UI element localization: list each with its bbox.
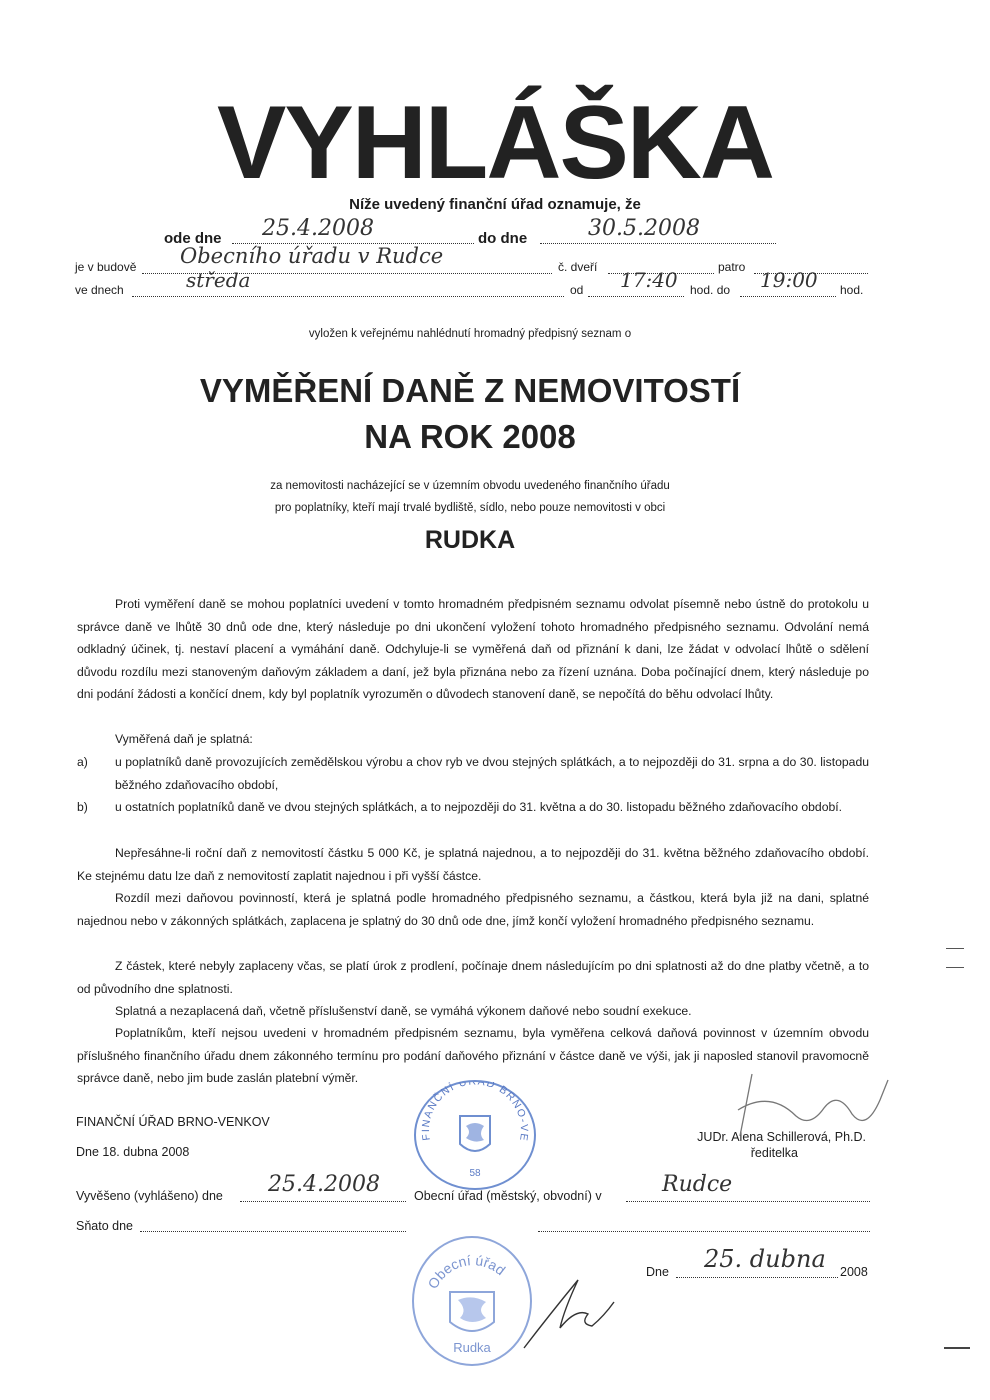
mayor-signature	[520, 1262, 630, 1350]
financial-office-stamp-graphic	[416, 1082, 534, 1188]
municipal-office-stamp-graphic	[414, 1238, 530, 1364]
scope-line-1: za nemovitosti nacházející se v územním obvodu uvedeného finančního úřadu	[270, 480, 670, 492]
subtitle: vyložen k veřejnému nahlédnutí hromadný předpisný seznam o	[308, 328, 632, 340]
dne-year: 2008	[840, 1265, 868, 1279]
municipal-office-dots	[626, 1201, 870, 1202]
removed-dots	[140, 1231, 406, 1232]
to-dots	[540, 243, 776, 244]
posted-date-handwritten: 25.4.2008	[268, 1172, 380, 1197]
municipal-office-stamp-text: Obecní úřad	[424, 1252, 509, 1292]
financial-office-stamp-number: 58	[469, 1168, 481, 1179]
scope-line-2: pro poplatníky, kteří mají trvalé bydliště, sídlo, nebo pouze nemovitosti v obci	[274, 502, 666, 514]
building-handwritten: Obecního úřadu v Rudce	[180, 244, 444, 268]
paragraph-appeal: Proti vyměření daně se mohou poplatníci uvedení v tomto hromadném předpisném seznamu odvolat písemně nebo ústně do protokolu u správce daně ve lhůtě 30 dnů ode dne, který následuje po dni ukončení vyložení tohoto hromadného předpisného seznamu. Odvolání nemá odkladný účinek, tj. nestaví placení a vymáhání daně. Odchyluje-li se vyměřená daň od přiznání k dani, lze žádat v odvolací lhůtě o sdělení důvodu rozdílu mezi stanoveným daňovým základem a daní, jež byla přiznána nebo za řízení uznána. Doba počínající dnem, který následuje po dni podání žádosti a končící dnem, kdy byl poplatník vyrozuměn o důvodech stanovení daně, se nepočítá do běhu odvolací lhůty.	[77, 597, 869, 701]
signer-name: JUDr. Alena Schillerová, Ph.D.	[697, 1130, 866, 1144]
issue-date: Dne 18. dubna 2008	[76, 1145, 190, 1159]
removed-dots-right	[538, 1231, 870, 1232]
financial-office-stamp-text: FINANČNÍ Ú D BRNO-VE	[419, 1082, 531, 1143]
municipal-office-handwritten: Rudce	[662, 1172, 733, 1197]
page-title: VYHLÁŠKA	[216, 85, 774, 201]
time-end-label: hod.	[840, 283, 864, 297]
office-name: FINANČNÍ ÚŘAD BRNO-VENKOV	[76, 1115, 270, 1129]
svg-text:Obecní úřad	[424, 1252, 508, 1291]
paragraph-interest: Z částek, které nebyly zaplaceny včas, se platí úrok z prodlení, počínaje dnem následujícím po dni splatnosti až do dne platby včetně, a to od původního dne splatnosti.	[77, 959, 869, 996]
time-from-dots	[588, 296, 684, 297]
paragraph-enforcement: Splatná a nezaplacená daň, včetně příslušenství daně, se vymáhá výkonem daňové nebo soudní exekuce.	[115, 1004, 692, 1018]
time-from-label: od	[570, 283, 584, 297]
financial-office-stamp	[414, 1080, 536, 1190]
from-date-handwritten: 25.4.2008	[262, 216, 374, 241]
scan-mark-top	[946, 948, 964, 968]
municipal-office-label: Obecní úřad (městský, obvodní) v	[414, 1189, 602, 1203]
list-text-b: u ostatních poplatníků daně ve dvou stejných splátkách, a to nejpozději do 31. května a do 30. listopadu běžného zdaňovacího období.	[115, 800, 843, 814]
time-from-handwritten: 17:40	[620, 268, 678, 292]
to-date-handwritten: 30.5.2008	[588, 216, 700, 241]
dne-dots	[676, 1277, 838, 1278]
list-marker-b: b)	[77, 800, 88, 814]
municipal-office-stamp	[412, 1236, 532, 1366]
from-label: ode dne	[164, 230, 222, 247]
list-item-a	[77, 751, 869, 796]
paragraph-others: Poplatníkům, kteří nejsou uvedeni v hromadném předpisném seznamu, byla vyměřena celková daňová povinnost v územním obvodu příslušného finančního úřadu dnem zákonného termínu pro podání daňového přiznání v částce daně ve výši, jak ji naposled stanovil pravomocně správce daně, nebo jim bude zaslán platební výměr.	[77, 1026, 869, 1085]
dne-label: Dne	[646, 1265, 669, 1279]
municipality-name: RUDKA	[424, 526, 516, 554]
list-marker-a: a)	[77, 755, 88, 769]
paragraph-difference: Rozdíl mezi daňovou povinností, která je splatná podle hromadného předpisného seznamu, a částkou, která byla již na dani, splatné najednou nebo v zákonných splátkách, zaplacena je splatný do 30 dnů ode dne, jímž končí vyložení hromadného předpisného seznamu.	[77, 891, 869, 928]
main-title-line-2: NA ROK 2008	[364, 418, 576, 455]
municipal-office-stamp-place: Rudka	[453, 1340, 491, 1355]
door-label: č. dveří	[558, 260, 598, 274]
signer-title: ředitelka	[750, 1146, 798, 1160]
director-signature	[700, 1070, 900, 1140]
list-text-a: u poplatníků daně provozujících zemědělskou výrobu a chov ryb ve dvou stejných splátkách, a to nejpozději do 31. srpna a do 30. listopadu běžného zdaňovacího období,	[115, 755, 869, 792]
main-title-line-1: VYMĚŘENÍ DANĚ Z NEMOVITOSTÍ	[199, 372, 741, 409]
removed-label: Sňato dne	[76, 1219, 133, 1233]
posted-label: Vyvěšeno (vyhlášeno) dne	[76, 1189, 223, 1203]
days-label: ve dnech	[75, 283, 124, 297]
days-dots	[132, 296, 564, 297]
paragraph-threshold: Nepřesáhne-li roční daň z nemovitostí částku 5 000 Kč, je splatná najednou, a to nejpozději do 31. května běžného zdaňovacího období. Ke stejnému datu lze daň z nemovitostí zaplatit najednou i při vyšší částce.	[77, 846, 869, 883]
to-label: do dne	[478, 230, 528, 247]
paragraph-due: Vyměřená daň je splatná:	[115, 732, 253, 746]
dne-handwritten: 25. dubna	[704, 1245, 826, 1273]
building-label: je v budově	[75, 260, 137, 274]
time-mid-label: hod. do	[690, 283, 731, 297]
intro-text: Níže uvedený finanční úřad oznamuje, že	[349, 196, 641, 213]
list-item-b	[77, 796, 869, 819]
floor-label: patro	[718, 260, 746, 274]
days-handwritten: středa	[186, 268, 251, 292]
time-to-dots	[740, 296, 836, 297]
posted-dots	[240, 1201, 406, 1202]
scan-mark-bottom	[944, 1347, 970, 1349]
time-to-handwritten: 19:00	[760, 268, 818, 292]
